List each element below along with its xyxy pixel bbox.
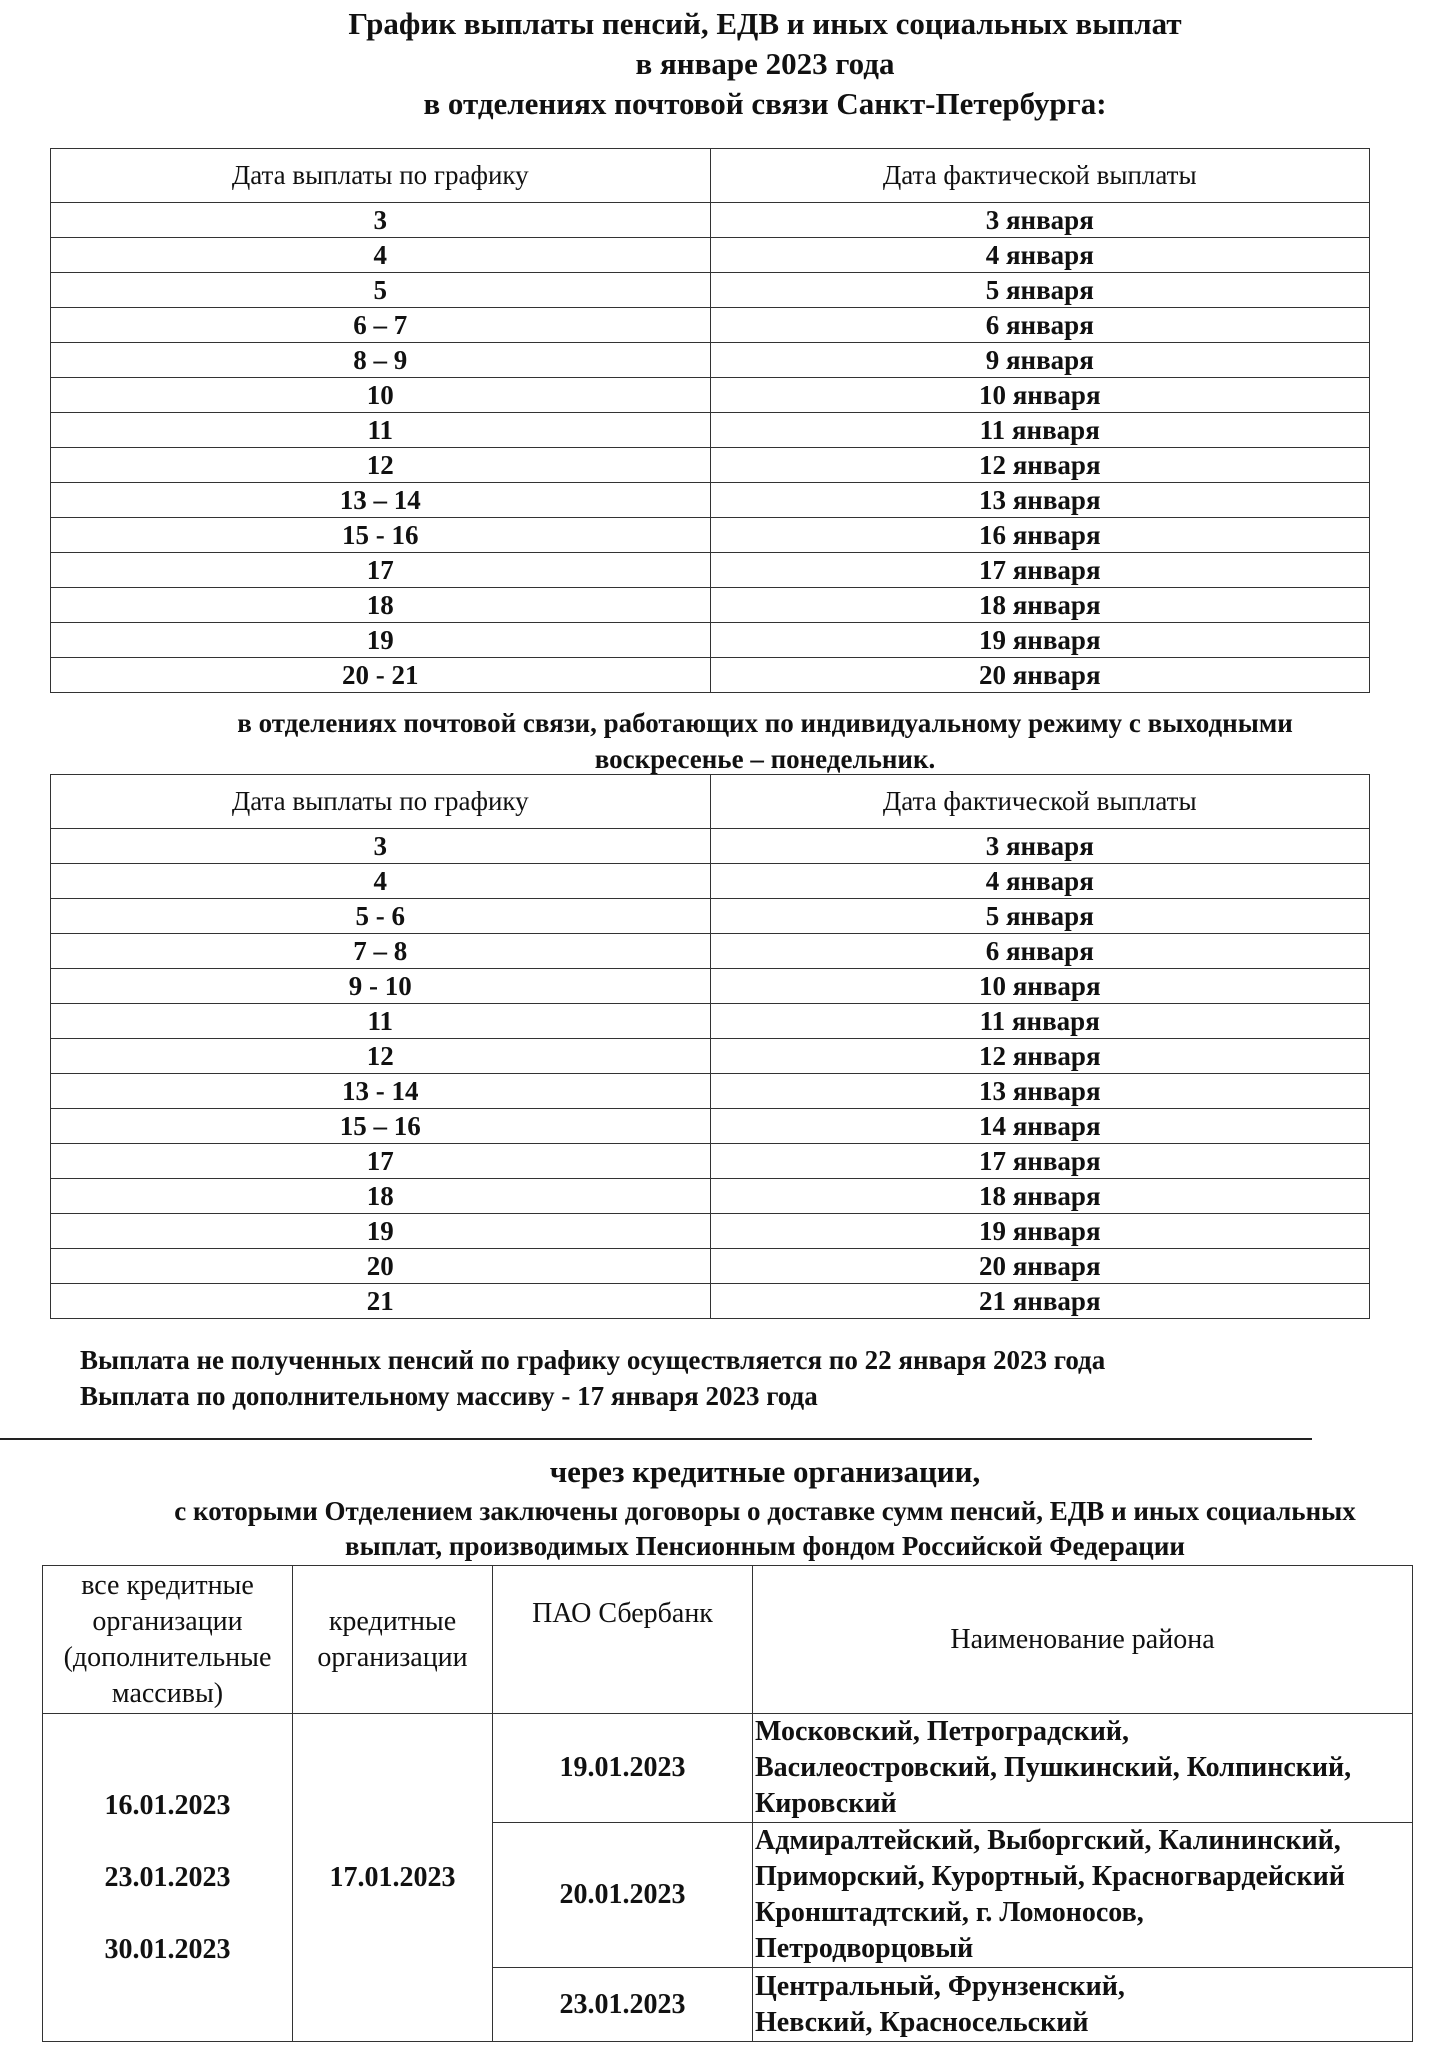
header-all-credit-orgs xyxy=(43,1566,293,1714)
district-line: Невский, Красносельский xyxy=(755,2006,1089,2038)
table-row xyxy=(51,1109,1370,1144)
table-row xyxy=(51,829,1370,864)
scheduled-date-cell: 18 xyxy=(51,588,711,623)
actual-date-cell: 21 января xyxy=(710,1284,1370,1319)
actual-date-cell: 12 января xyxy=(710,448,1370,483)
district-list xyxy=(753,1823,1413,1968)
table-header-row xyxy=(51,775,1370,829)
table-row xyxy=(51,378,1370,413)
actual-date-cell: 4 января xyxy=(710,864,1370,899)
district-line: Петродворцовый xyxy=(755,1933,974,1964)
table-row xyxy=(51,308,1370,343)
scheduled-date-cell: 20 - 21 xyxy=(51,658,711,693)
table-row xyxy=(51,1249,1370,1284)
header-credit-orgs-line: организации xyxy=(317,1641,468,1673)
all-orgs-date: 30.01.2023 xyxy=(104,1933,231,1965)
header-district-name: Наименование района xyxy=(753,1566,1413,1714)
table-row xyxy=(51,518,1370,553)
actual-date-cell: 17 января xyxy=(710,553,1370,588)
schedule-table-standard xyxy=(50,148,1370,693)
header-credit-orgs-line: кредитные xyxy=(328,1605,457,1637)
schedule-table-individual xyxy=(50,774,1370,1319)
header-actual-date: Дата фактической выплаты xyxy=(710,149,1370,203)
district-line: Центральный, Фрунзенский, xyxy=(755,1970,1125,2002)
table-row xyxy=(51,969,1370,1004)
actual-date-cell: 18 января xyxy=(710,1179,1370,1214)
table-row xyxy=(51,934,1370,969)
district-line: Приморский, Курортный, Красногвардейский xyxy=(755,1861,1345,1892)
scheduled-date-cell: 5 xyxy=(51,273,711,308)
individual-mode-note-line-1: в отделениях почтовой связи, работающих по индивидуальному режиму с выходными xyxy=(237,708,1293,738)
scheduled-date-cell: 11 xyxy=(51,413,711,448)
additional-array-note: Выплата по дополнительному массиву - 17 января 2023 года xyxy=(80,1381,818,1411)
actual-date-cell: 17 января xyxy=(710,1144,1370,1179)
actual-date-cell: 6 января xyxy=(710,308,1370,343)
header-all-orgs-line: организации xyxy=(92,1605,243,1637)
credit-orgs-date: 17.01.2023 xyxy=(293,1714,493,2042)
credit-organizations-table xyxy=(42,1565,1413,2042)
table-row xyxy=(51,448,1370,483)
scheduled-date-cell: 20 xyxy=(51,1249,711,1284)
header-credit-orgs xyxy=(293,1566,493,1714)
all-orgs-date: 23.01.2023 xyxy=(104,1861,231,1893)
actual-date-cell: 11 января xyxy=(710,413,1370,448)
scheduled-date-cell: 18 xyxy=(51,1179,711,1214)
scheduled-date-cell: 9 - 10 xyxy=(51,969,711,1004)
table-row xyxy=(51,343,1370,378)
scheduled-date-cell: 19 xyxy=(51,1214,711,1249)
credit-subtitle-line-2: выплат, производимых Пенсионным фондом Российской Федерации xyxy=(345,1531,1185,1561)
header-actual-date: Дата фактической выплаты xyxy=(710,775,1370,829)
actual-date-cell: 3 января xyxy=(710,203,1370,238)
scheduled-date-cell: 4 xyxy=(51,238,711,273)
actual-date-cell: 16 января xyxy=(710,518,1370,553)
sberbank-date: 19.01.2023 xyxy=(493,1714,753,1823)
table-row xyxy=(51,1214,1370,1249)
district-list xyxy=(753,1968,1413,2042)
table-row xyxy=(51,238,1370,273)
actual-date-cell: 10 января xyxy=(710,969,1370,1004)
district-line: Московский, Петроградский, xyxy=(755,1716,1129,1747)
scheduled-date-cell: 3 xyxy=(51,203,711,238)
section-divider xyxy=(0,1438,1312,1440)
header-scheduled-date: Дата выплаты по графику xyxy=(51,775,711,829)
scheduled-date-cell: 6 – 7 xyxy=(51,308,711,343)
scheduled-date-cell: 8 – 9 xyxy=(51,343,711,378)
table-row xyxy=(51,273,1370,308)
sberbank-date: 23.01.2023 xyxy=(493,1968,753,2042)
actual-date-cell: 12 января xyxy=(710,1039,1370,1074)
credit-subtitle-line-1: с которыми Отделением заключены договоры о доставке сумм пенсий, ЕДВ и иных социальных xyxy=(174,1496,1356,1526)
table-row xyxy=(51,203,1370,238)
scheduled-date-cell: 13 – 14 xyxy=(51,483,711,518)
table-header-row xyxy=(51,149,1370,203)
scheduled-date-cell: 17 xyxy=(51,1144,711,1179)
table-row xyxy=(51,1074,1370,1109)
table-row xyxy=(51,553,1370,588)
all-orgs-date: 16.01.2023 xyxy=(104,1789,231,1821)
actual-date-cell: 19 января xyxy=(710,1214,1370,1249)
table-row xyxy=(51,1039,1370,1074)
actual-date-cell: 14 января xyxy=(710,1109,1370,1144)
header-scheduled-date: Дата выплаты по графику xyxy=(51,149,711,203)
actual-date-cell: 19 января xyxy=(710,623,1370,658)
district-line: Кронштадтский, г. Ломоносов, xyxy=(755,1897,1144,1928)
district-line: Адмиралтейский, Выборгский, Калининский, xyxy=(755,1825,1341,1856)
scheduled-date-cell: 4 xyxy=(51,864,711,899)
actual-date-cell: 13 января xyxy=(710,483,1370,518)
table-row xyxy=(51,588,1370,623)
title-line-2: в январе 2023 года xyxy=(635,46,895,81)
spacer xyxy=(43,1896,292,1932)
all-orgs-dates xyxy=(43,1714,293,2042)
spacer xyxy=(43,1824,292,1860)
actual-date-cell: 9 января xyxy=(710,343,1370,378)
scheduled-date-cell: 11 xyxy=(51,1004,711,1039)
unclaimed-pension-note: Выплата не полученных пенсий по графику осуществляется по 22 января 2023 года xyxy=(80,1345,1106,1375)
actual-date-cell: 20 января xyxy=(710,1249,1370,1284)
table-row xyxy=(51,1144,1370,1179)
table-row xyxy=(51,658,1370,693)
individual-mode-note-line-2: воскресенье – понедельник. xyxy=(594,744,936,774)
actual-date-cell: 20 января xyxy=(710,658,1370,693)
actual-date-cell: 18 января xyxy=(710,588,1370,623)
actual-date-cell: 5 января xyxy=(710,899,1370,934)
header-sberbank: ПАО Сбербанк xyxy=(493,1566,753,1714)
actual-date-cell: 5 января xyxy=(710,273,1370,308)
scheduled-date-cell: 5 - 6 xyxy=(51,899,711,934)
actual-date-cell: 10 января xyxy=(710,378,1370,413)
scheduled-date-cell: 21 xyxy=(51,1284,711,1319)
district-line: Кировский xyxy=(755,1788,897,1819)
scheduled-date-cell: 15 – 16 xyxy=(51,1109,711,1144)
scheduled-date-cell: 12 xyxy=(51,1039,711,1074)
table-row xyxy=(51,864,1370,899)
scheduled-date-cell: 10 xyxy=(51,378,711,413)
title-line-3: в отделениях почтовой связи Санкт-Петербурга: xyxy=(423,86,1107,121)
actual-date-cell: 13 января xyxy=(710,1074,1370,1109)
scheduled-date-cell: 3 xyxy=(51,829,711,864)
table-row xyxy=(51,1004,1370,1039)
credit-header-row xyxy=(43,1566,1413,1714)
scheduled-date-cell: 7 – 8 xyxy=(51,934,711,969)
schedule-table-body xyxy=(51,203,1370,693)
district-line: Василеостровский, Пушкинский, Колпинский, xyxy=(755,1752,1352,1783)
scheduled-date-cell: 13 - 14 xyxy=(51,1074,711,1109)
header-all-orgs-line: все кредитные xyxy=(81,1569,254,1601)
scheduled-date-cell: 17 xyxy=(51,553,711,588)
title-line-1: График выплаты пенсий, ЕДВ и иных социальных выплат xyxy=(348,6,1182,41)
scheduled-date-cell: 12 xyxy=(51,448,711,483)
table-row xyxy=(51,483,1370,518)
actual-date-cell: 3 января xyxy=(710,829,1370,864)
table-row xyxy=(51,413,1370,448)
scheduled-date-cell: 15 - 16 xyxy=(51,518,711,553)
schedule-table-body xyxy=(51,829,1370,1319)
scheduled-date-cell: 19 xyxy=(51,623,711,658)
header-all-orgs-line: (дополнительные xyxy=(63,1641,272,1673)
header-all-orgs-line: массивы) xyxy=(111,1677,224,1709)
actual-date-cell: 4 января xyxy=(710,238,1370,273)
actual-date-cell: 6 января xyxy=(710,934,1370,969)
table-row xyxy=(51,899,1370,934)
table-row xyxy=(51,1179,1370,1214)
district-list xyxy=(753,1714,1413,1823)
credit-title-text: через кредитные организации, xyxy=(549,1454,981,1489)
table-row xyxy=(51,623,1370,658)
actual-date-cell: 11 января xyxy=(710,1004,1370,1039)
credit-row xyxy=(43,1714,1413,1823)
credit-section-title xyxy=(0,1452,1444,1492)
sberbank-date: 20.01.2023 xyxy=(493,1823,753,1968)
table-row xyxy=(51,1284,1370,1319)
